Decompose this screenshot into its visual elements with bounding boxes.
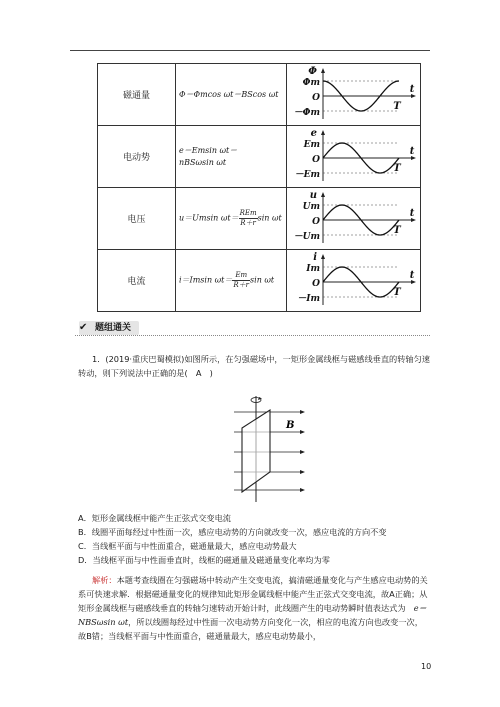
negative-amplitude-label: －Im — [297, 293, 320, 304]
amplitude-label: Em — [303, 139, 320, 150]
formula-line: nBSωsin ωt — [179, 157, 227, 167]
emf-wave-graph — [287, 127, 420, 187]
axis-label: Φ — [308, 65, 317, 77]
axis-label: i — [313, 251, 317, 263]
option-a[interactable]: A．矩形金属线框中能产生正弦式交变电流 — [78, 513, 231, 523]
analysis-formula: e＝NBSωsin ωt — [78, 603, 427, 627]
section-title: 题组通关 — [79, 321, 139, 335]
time-label: t — [409, 207, 415, 219]
options-list — [78, 511, 430, 567]
origin-label: O — [312, 278, 320, 289]
axis-label: e — [310, 127, 317, 139]
formula-cell: Φ＝Φmcos ωt＝BScos ωt — [176, 64, 287, 126]
table-row — [98, 250, 421, 312]
origin-label: O — [312, 216, 320, 227]
graph-cell — [287, 250, 421, 312]
fraction-denominator: R＋r — [233, 281, 250, 289]
option-d[interactable]: D．当线框平面与中性面垂直时，线框的磁通量及磁通量变化率均为零 — [78, 555, 330, 565]
fraction-numerator: REm — [239, 209, 257, 217]
fraction — [232, 271, 250, 290]
graph-cell — [287, 64, 421, 126]
amplitude-label: Um — [302, 201, 320, 212]
quantity-cell: 电动势 — [98, 126, 176, 188]
analysis-label: 解析： — [92, 575, 117, 585]
y-axis-arrow — [321, 254, 325, 259]
question-stem: 1．(2019·重庆巴蜀模拟)如图所示，在匀强磁场中，一矩形金属线框与磁感线垂直的转轴匀速转动，则下列说法中正确的是( A ) — [78, 354, 430, 378]
formula-suffix: sin ωt — [250, 275, 275, 285]
flux-wave-graph — [287, 65, 420, 125]
amplitude-label: Φm — [302, 77, 320, 88]
formula-prefix: i＝Imsin ωt＝ — [179, 275, 233, 285]
period-label: T — [393, 162, 401, 174]
formula-line: e＝Emsin ωt＝ — [179, 145, 238, 155]
origin-label: O — [312, 154, 320, 165]
period-label: T — [393, 224, 401, 236]
quantity-cell: 磁通量 — [98, 64, 176, 126]
current-wave-graph — [287, 251, 420, 311]
voltage-wave-graph — [287, 189, 420, 249]
table-row — [98, 64, 421, 126]
negative-amplitude-label: －Um — [293, 231, 320, 242]
table-row — [98, 188, 421, 250]
origin-label: O — [312, 92, 320, 103]
table-row — [98, 126, 421, 188]
time-label: t — [409, 269, 415, 281]
section-header — [75, 321, 430, 335]
fraction — [239, 209, 258, 228]
negative-amplitude-label: －Φm — [293, 107, 320, 118]
analysis-text: 本题考查线圈在匀强磁场中转动产生交变电流，搞清磁通量变化与产生感应电动势的关系可快速求解．根据磁通量变化的规律知此矩形金属线框中能产生正弦式交变电流，故A正确；从矩形金属线框与磁感线垂直的转轴匀速转动开始计时，此线圈产生的电动势瞬时值表达式为 — [78, 575, 428, 613]
formula-cell — [176, 250, 287, 312]
option-b[interactable]: B．线圈平面每经过中性面一次，感应电动势的方向就改变一次，感应电流的方向不变 — [78, 527, 387, 537]
header-rule — [70, 50, 430, 51]
analysis-text-continued: ，所以线圈每经过中性面一次电动势方向变化一次，相应的电流方向也改变一次，故B错；当线框平面与中性面重合，磁通量最大，感应电动势最小， — [78, 617, 423, 641]
rotating-coil-figure — [226, 388, 316, 510]
formula-suffix: sin ωt — [257, 213, 282, 223]
graph-cell — [287, 126, 421, 188]
analysis-paragraph — [78, 573, 430, 643]
period-label: T — [393, 286, 401, 298]
formula-prefix: u＝Umsin ωt＝ — [179, 213, 239, 223]
time-label: t — [409, 145, 415, 157]
period-label: T — [393, 100, 401, 112]
formula-cell — [176, 188, 287, 250]
quantity-cell: 电压 — [98, 188, 176, 250]
page-number: 10 — [421, 662, 432, 671]
axis-label: u — [309, 189, 317, 201]
amplitude-label: Im — [306, 263, 320, 274]
fraction-numerator: Em — [232, 271, 250, 281]
graph-cell — [287, 188, 421, 250]
negative-amplitude-label: －Em — [294, 169, 320, 180]
field-label: B — [286, 420, 295, 431]
option-c[interactable]: C．当线框平面与中性面重合，磁通量最大，感应电动势最大 — [78, 541, 297, 551]
quantity-cell: 电流 — [98, 250, 176, 312]
check-icon: ✔ — [79, 322, 88, 333]
time-label: t — [409, 83, 415, 95]
y-axis-arrow — [321, 68, 325, 73]
formula-table — [97, 63, 421, 312]
y-axis-arrow — [321, 130, 325, 135]
y-axis-arrow — [321, 192, 325, 197]
fraction-denominator: R＋r — [240, 219, 256, 227]
formula-cell — [176, 126, 287, 188]
